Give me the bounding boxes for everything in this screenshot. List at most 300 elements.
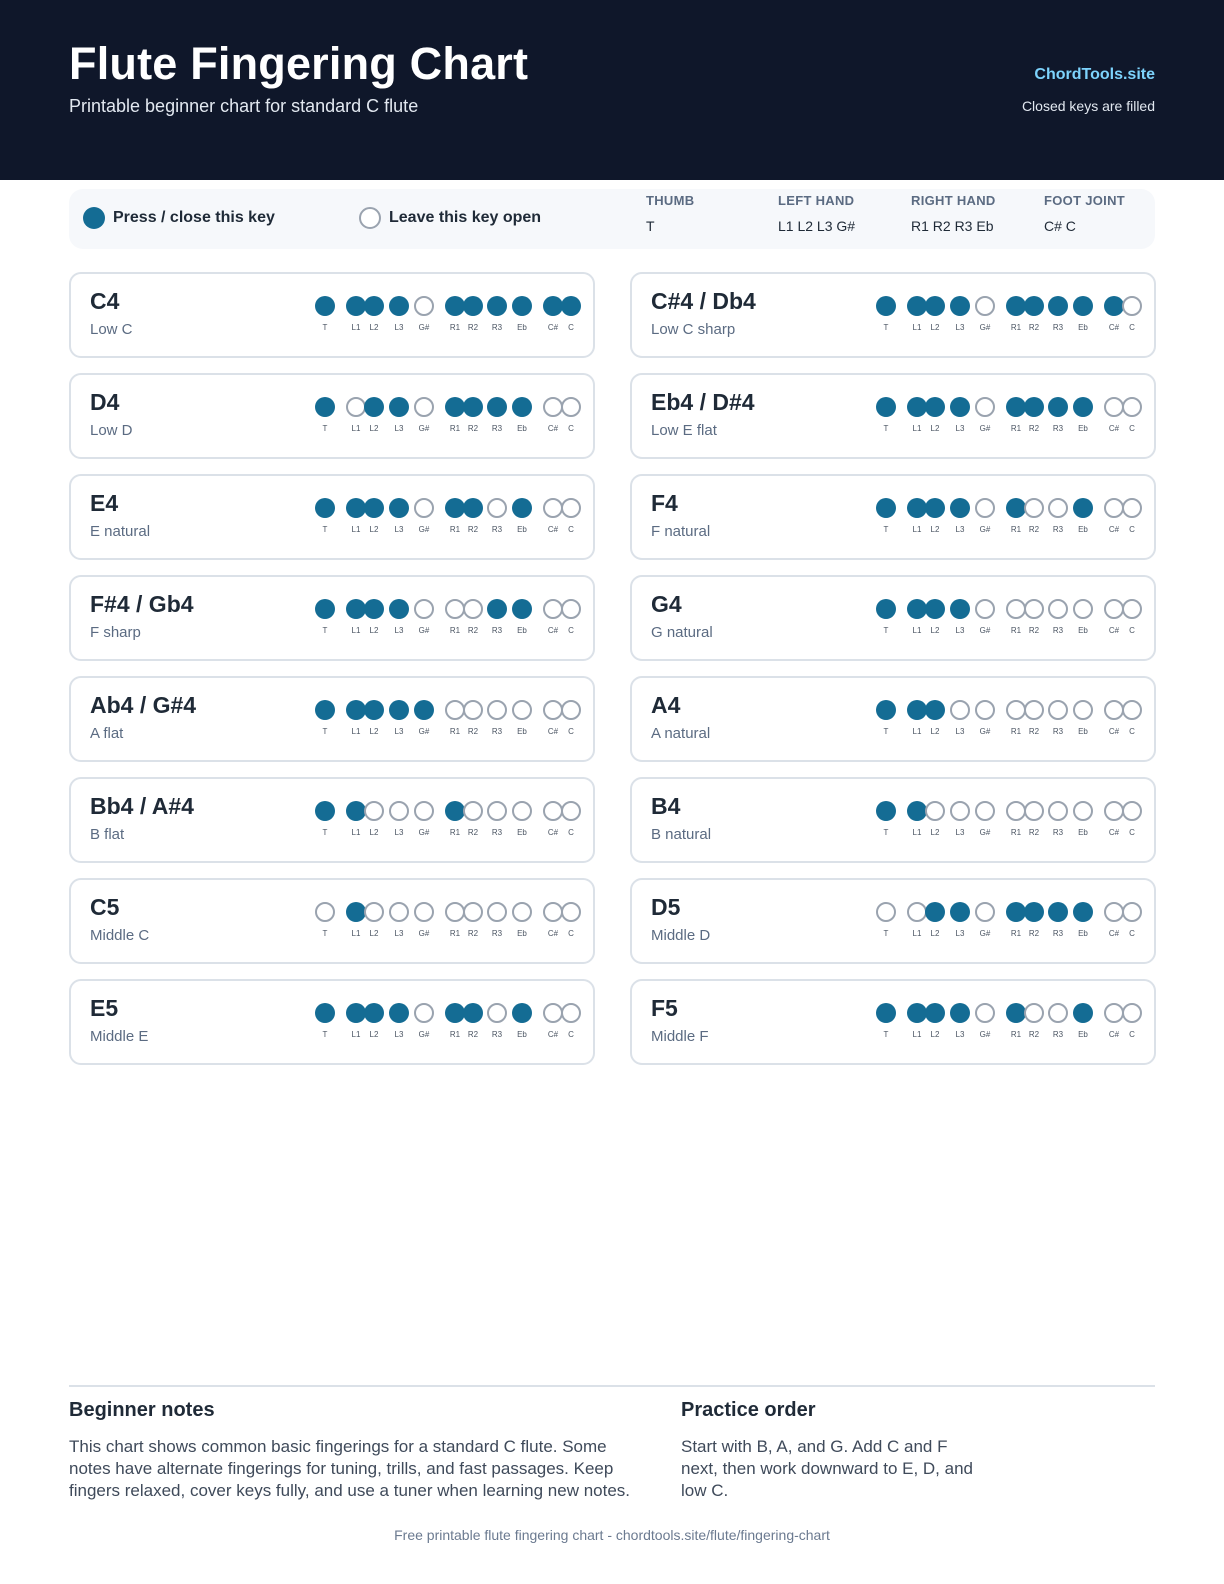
flute-key: [1048, 599, 1068, 635]
flute-key: [1006, 801, 1026, 837]
key-label: Eb: [517, 323, 527, 332]
open-key-icon: [1122, 397, 1142, 417]
key-label: L2: [369, 727, 379, 736]
key-label: T: [883, 626, 889, 635]
open-key-icon: [543, 700, 563, 720]
flute-key: [389, 296, 409, 332]
flute-key: [364, 296, 384, 332]
key-label: L1: [912, 424, 922, 433]
key-label: R1: [449, 1030, 461, 1039]
flute-key: [561, 1003, 581, 1039]
key-label: Eb: [517, 727, 527, 736]
flute-key: [487, 700, 507, 736]
closed-key-icon: [346, 599, 366, 619]
key-label: L1: [351, 424, 361, 433]
flute-key: [346, 801, 366, 837]
fingering-card: [69, 676, 595, 762]
flute-key: [315, 1003, 335, 1039]
open-key-icon: [487, 902, 507, 922]
flute-key: [315, 599, 335, 635]
closed-key-icon: [950, 397, 970, 417]
flute-key: [925, 801, 945, 837]
note-description: Middle C: [90, 927, 150, 944]
note-name: A4: [651, 692, 681, 718]
open-key-icon: [975, 599, 995, 619]
note-description: G natural: [651, 624, 713, 641]
open-key-icon: [389, 902, 409, 922]
practice-order-line: next, then work downward to E, D, and: [681, 1459, 973, 1478]
flute-key: [389, 498, 409, 534]
note-name: Ab4 / G#4: [90, 692, 197, 718]
closed-key-icon: [389, 498, 409, 518]
open-key-icon: [543, 397, 563, 417]
closed-key-icon: [83, 207, 105, 229]
closed-key-icon: [907, 296, 927, 316]
flute-key: [463, 599, 483, 635]
flute-key: [561, 296, 581, 332]
closed-key-icon: [364, 498, 384, 518]
closed-key-icon: [1006, 1003, 1026, 1023]
closed-key-icon: [925, 397, 945, 417]
key-label: L2: [369, 323, 379, 332]
note-name: B4: [651, 793, 681, 819]
key-label: R2: [467, 626, 479, 635]
key-label: T: [883, 525, 889, 534]
beginner-notes-text: [69, 1436, 649, 1502]
key-label: R3: [1052, 929, 1064, 938]
key-label: G#: [418, 1030, 430, 1039]
fingering-card: [69, 878, 595, 964]
closed-key-icon: [876, 801, 896, 821]
key-diagram: [876, 801, 1146, 841]
open-key-icon: [315, 902, 335, 922]
open-key-icon: [1006, 801, 1026, 821]
site-link[interactable]: ChordTools.site: [1034, 66, 1155, 83]
key-label: Eb: [517, 626, 527, 635]
key-label: R3: [491, 828, 503, 837]
flute-key: [925, 700, 945, 736]
flute-key: [445, 700, 465, 736]
flute-key: [1073, 1003, 1093, 1039]
closed-key-icon: [950, 296, 970, 316]
closed-key-icon: [950, 498, 970, 518]
key-label: R2: [467, 323, 479, 332]
open-key-icon: [561, 801, 581, 821]
flute-key: [876, 296, 896, 332]
legend-group-keys: L1 L2 L3 G#: [778, 218, 856, 234]
flute-key: [876, 902, 896, 938]
open-key-icon: [463, 700, 483, 720]
key-label: T: [322, 424, 328, 433]
key-label: T: [883, 323, 889, 332]
open-key-icon: [1048, 801, 1068, 821]
flute-key: [1104, 296, 1124, 332]
legend-group-keys: R1 R2 R3 Eb: [911, 218, 994, 234]
key-label: G#: [418, 323, 430, 332]
closed-key-icon: [512, 296, 532, 316]
closed-key-icon: [445, 397, 465, 417]
flute-key: [1006, 1003, 1026, 1039]
flute-key: [512, 902, 532, 938]
flute-key: [364, 1003, 384, 1039]
key-label: G#: [979, 727, 991, 736]
key-label: Eb: [1078, 424, 1088, 433]
open-key-icon: [975, 296, 995, 316]
closed-key-icon: [925, 902, 945, 922]
closed-key-icon: [1048, 397, 1068, 417]
key-label: C: [1129, 929, 1135, 938]
open-key-icon: [1073, 700, 1093, 720]
flute-key: [1122, 700, 1142, 736]
key-label: C: [1129, 323, 1135, 332]
flute-key: [543, 599, 563, 635]
closed-key-icon: [925, 1003, 945, 1023]
closed-key-icon: [389, 1003, 409, 1023]
flute-key: [414, 599, 434, 635]
note-description: Low D: [90, 422, 133, 439]
key-label: G#: [979, 626, 991, 635]
flute-key: [543, 801, 563, 837]
flute-key: [1104, 902, 1124, 938]
key-label: R2: [467, 727, 479, 736]
note-description: A natural: [651, 725, 711, 742]
flute-key: [414, 801, 434, 837]
closed-key-icon: [876, 498, 896, 518]
fingering-card: [69, 272, 595, 358]
key-label: R1: [449, 626, 461, 635]
fingering-card: [69, 474, 595, 560]
key-label: T: [322, 323, 328, 332]
key-label: T: [883, 929, 889, 938]
key-label: R3: [491, 626, 503, 635]
note-description: Middle D: [651, 927, 711, 944]
closed-key-icon: [364, 700, 384, 720]
flute-key: [463, 296, 483, 332]
key-label: L1: [351, 626, 361, 635]
key-label: C: [568, 424, 574, 433]
closed-key-icon: [950, 599, 970, 619]
closed-key-icon: [1006, 498, 1026, 518]
legend-group-foot-joint: [1044, 193, 1125, 234]
key-label: R1: [1010, 424, 1022, 433]
flute-key: [876, 801, 896, 837]
open-key-icon: [975, 498, 995, 518]
open-key-icon: [1048, 1003, 1068, 1023]
flute-key: [1048, 498, 1068, 534]
open-key-icon: [487, 700, 507, 720]
flute-key: [512, 296, 532, 332]
key-label: Eb: [1078, 323, 1088, 332]
key-label: R3: [491, 727, 503, 736]
key-label: R2: [1028, 1030, 1040, 1039]
flute-key: [925, 1003, 945, 1039]
flute-key: [463, 801, 483, 837]
key-label: Eb: [517, 525, 527, 534]
flute-key: [389, 902, 409, 938]
closed-key-icon: [346, 902, 366, 922]
legend-open-label: Leave this key open: [389, 209, 542, 226]
open-key-icon: [1122, 498, 1142, 518]
open-key-icon: [543, 1003, 563, 1023]
key-label: R3: [1052, 626, 1064, 635]
key-label: L1: [351, 929, 361, 938]
key-label: C#: [1108, 424, 1120, 433]
flute-key: [487, 801, 507, 837]
section-divider: [69, 1385, 1155, 1387]
open-key-icon: [1104, 599, 1124, 619]
note-name: C5: [90, 894, 120, 920]
flute-key: [1073, 296, 1093, 332]
open-key-icon: [561, 498, 581, 518]
key-label: L3: [394, 828, 404, 837]
key-label: L2: [369, 525, 379, 534]
practice-order-heading: Practice order: [681, 1399, 816, 1421]
flute-key: [561, 498, 581, 534]
flute-key: [487, 1003, 507, 1039]
closed-key-icon: [389, 700, 409, 720]
flute-key: [975, 902, 995, 938]
flute-key: [1073, 801, 1093, 837]
flute-key: [512, 700, 532, 736]
flute-key: [876, 599, 896, 635]
open-key-icon: [561, 902, 581, 922]
closed-key-icon: [561, 296, 581, 316]
key-label: L1: [912, 626, 922, 635]
closed-key-icon: [907, 397, 927, 417]
closed-key-icon: [925, 498, 945, 518]
note-name: Eb4 / D#4: [651, 389, 755, 415]
flute-key: [876, 700, 896, 736]
key-label: R2: [1028, 424, 1040, 433]
flute-key: [543, 700, 563, 736]
flute-key: [1006, 700, 1026, 736]
key-label: G#: [979, 323, 991, 332]
closed-key-icon: [1048, 902, 1068, 922]
key-diagram: [315, 801, 585, 841]
closed-key-icon: [445, 801, 465, 821]
key-label: L2: [369, 626, 379, 635]
closed-key-icon: [346, 498, 366, 518]
flute-key: [414, 296, 434, 332]
closed-key-icon: [315, 296, 335, 316]
key-label: L1: [912, 323, 922, 332]
flute-key: [950, 498, 970, 534]
key-label: C#: [1108, 323, 1120, 332]
closed-key-icon: [487, 599, 507, 619]
flute-key: [543, 397, 563, 433]
key-diagram: [315, 1003, 585, 1043]
open-key-icon: [414, 801, 434, 821]
flute-key: [950, 801, 970, 837]
key-label: G#: [418, 525, 430, 534]
note-description: Middle E: [90, 1028, 149, 1045]
key-diagram: [315, 599, 585, 639]
key-label: L2: [930, 929, 940, 938]
key-label: C#: [547, 424, 559, 433]
closed-key-icon: [1024, 902, 1044, 922]
closed-key-icon: [389, 397, 409, 417]
flute-key: [364, 599, 384, 635]
flute-key: [389, 1003, 409, 1039]
key-label: C: [568, 929, 574, 938]
fingering-card: [69, 575, 595, 661]
flute-key: [975, 498, 995, 534]
open-key-icon: [1122, 599, 1142, 619]
flute-key: [876, 498, 896, 534]
flute-key: [975, 801, 995, 837]
flute-key: [975, 599, 995, 635]
key-label: L1: [912, 929, 922, 938]
open-key-icon: [561, 1003, 581, 1023]
flute-key: [1073, 599, 1093, 635]
note-name: F5: [651, 995, 678, 1021]
flute-key: [907, 902, 927, 938]
fingering-card: [630, 474, 1156, 560]
open-key-icon: [543, 498, 563, 518]
flute-key: [950, 397, 970, 433]
flute-key: [346, 498, 366, 534]
note-description: F natural: [651, 523, 711, 540]
key-label: L3: [394, 626, 404, 635]
key-label: R1: [1010, 1030, 1022, 1039]
key-label: R3: [491, 525, 503, 534]
closed-key-icon: [876, 1003, 896, 1023]
legend-group-heading: THUMB: [646, 193, 695, 208]
flute-key: [907, 1003, 927, 1039]
key-label: R2: [1028, 323, 1040, 332]
closed-key-icon: [315, 397, 335, 417]
key-label: L1: [912, 525, 922, 534]
key-label: G#: [418, 828, 430, 837]
flute-key: [1048, 397, 1068, 433]
key-label: L1: [912, 1030, 922, 1039]
key-label: C#: [1108, 929, 1120, 938]
page-footer: Free printable flute fingering chart - chordtools.site/flute/fingering-chart: [394, 1527, 830, 1543]
open-key-icon: [1048, 599, 1068, 619]
closed-key-icon: [315, 1003, 335, 1023]
flute-key: [1122, 498, 1142, 534]
closed-key-icon: [907, 498, 927, 518]
closed-key-icon: [364, 397, 384, 417]
open-key-icon: [1073, 599, 1093, 619]
flute-key: [925, 902, 945, 938]
flute-key: [1024, 902, 1044, 938]
flute-key: [1104, 397, 1124, 433]
open-key-icon: [1104, 1003, 1124, 1023]
open-key-icon: [364, 801, 384, 821]
flute-key: [950, 599, 970, 635]
key-label: R1: [449, 323, 461, 332]
flute-key: [463, 902, 483, 938]
key-legend: [69, 189, 1155, 249]
key-label: R1: [1010, 323, 1022, 332]
key-label: L2: [930, 424, 940, 433]
flute-key: [925, 599, 945, 635]
flute-key: [1048, 1003, 1068, 1039]
closed-key-icon: [512, 599, 532, 619]
flute-key: [561, 902, 581, 938]
key-label: C#: [547, 828, 559, 837]
flute-key: [543, 296, 563, 332]
closed-key-icon: [389, 296, 409, 316]
key-label: L3: [955, 828, 965, 837]
key-label: L2: [930, 626, 940, 635]
closed-key-icon: [512, 1003, 532, 1023]
key-label: R2: [1028, 626, 1040, 635]
key-label: L2: [369, 1030, 379, 1039]
key-label: R2: [1028, 828, 1040, 837]
flute-key: [543, 498, 563, 534]
open-key-icon: [414, 498, 434, 518]
flute-key: [561, 801, 581, 837]
flute-key: [463, 498, 483, 534]
key-label: L2: [930, 1030, 940, 1039]
closed-key-icon: [315, 700, 335, 720]
key-label: L1: [912, 727, 922, 736]
flute-key: [1024, 599, 1044, 635]
flute-key: [1073, 498, 1093, 534]
flute-key: [487, 397, 507, 433]
flute-key: [389, 599, 409, 635]
flute-key: [543, 902, 563, 938]
flute-key: [414, 902, 434, 938]
open-key-icon: [950, 700, 970, 720]
key-label: R1: [449, 929, 461, 938]
closed-key-icon: [876, 296, 896, 316]
key-label: L1: [912, 828, 922, 837]
closed-key-icon: [445, 1003, 465, 1023]
note-name: C4: [90, 288, 120, 314]
key-label: R1: [449, 424, 461, 433]
note-description: Low E flat: [651, 422, 717, 439]
open-key-icon: [950, 801, 970, 821]
key-label: C#: [1108, 727, 1120, 736]
open-key-icon: [1122, 801, 1142, 821]
flute-key: [950, 700, 970, 736]
closed-key-icon: [907, 1003, 927, 1023]
closed-key-icon: [364, 1003, 384, 1023]
practice-order-line: Start with B, A, and G. Add C and F: [681, 1437, 948, 1456]
flute-key: [414, 1003, 434, 1039]
open-key-icon: [463, 902, 483, 922]
closed-key-icon: [346, 700, 366, 720]
closed-key-icon: [1104, 296, 1124, 316]
flute-key: [315, 801, 335, 837]
open-key-icon: [975, 397, 995, 417]
key-diagram: [876, 296, 1146, 336]
note-name: D5: [651, 894, 681, 920]
open-key-icon: [1006, 700, 1026, 720]
flute-key: [907, 599, 927, 635]
note-description: Low C: [90, 321, 133, 338]
flute-key: [1006, 498, 1026, 534]
flute-key: [1104, 801, 1124, 837]
key-label: L3: [394, 1030, 404, 1039]
open-key-icon: [1104, 801, 1124, 821]
flute-key: [925, 397, 945, 433]
key-label: R2: [467, 929, 479, 938]
flute-key: [876, 1003, 896, 1039]
flute-key: [1048, 801, 1068, 837]
key-diagram: [876, 498, 1146, 538]
key-label: Eb: [517, 1030, 527, 1039]
flute-key: [1122, 1003, 1142, 1039]
note-name: G4: [651, 591, 682, 617]
key-label: L3: [394, 525, 404, 534]
key-label: R1: [449, 525, 461, 534]
header-note: Closed keys are filled: [1021, 98, 1155, 114]
key-label: C: [568, 525, 574, 534]
